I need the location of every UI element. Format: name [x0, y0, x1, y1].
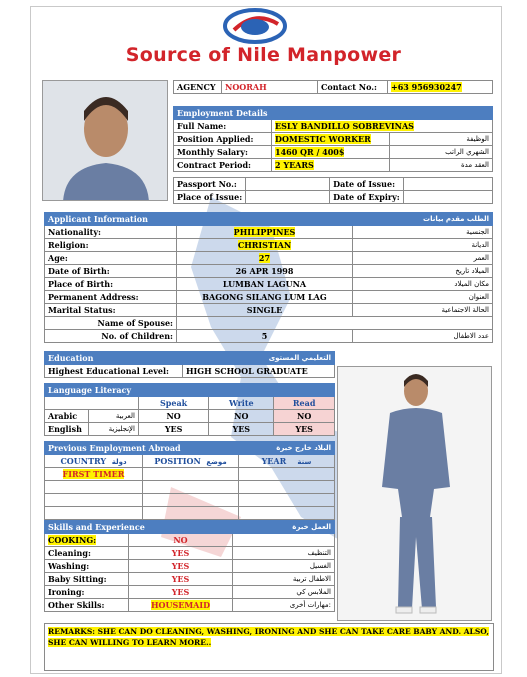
skill-row — [45, 586, 335, 599]
remarks-text: REMARKS: SHE CAN DO CLEANING, WASHING, IRONING AND SHE CAN TAKE CARE BABY AND. ALSO, SHE CAN WILLING TO LEARN MORE.. — [48, 627, 489, 647]
skill-arabic: الملابس كي — [233, 586, 335, 599]
skills-title-arabic: العمل خبرة — [233, 521, 335, 534]
passport-value — [246, 178, 330, 191]
applicant-field-label: Marital Status: — [45, 304, 177, 317]
language-row — [45, 423, 335, 436]
country-header: COUNTRY — [60, 456, 107, 466]
language-title: Language Literacy — [45, 384, 335, 397]
applicant-field-arabic: الحالة الاجتماعية — [353, 304, 493, 317]
language-name-arabic: الإنجليزية — [89, 423, 139, 436]
children-arabic: عدد الاطفال — [353, 330, 493, 343]
applicant-row — [45, 291, 493, 304]
language-speak: NO — [139, 410, 209, 423]
contract-arabic: العقد مدة — [390, 159, 493, 172]
expiry-value — [403, 191, 492, 204]
skill-row — [45, 560, 335, 573]
applicant-row — [45, 278, 493, 291]
applicant-field-arabic: مكان الميلاد — [353, 278, 493, 291]
education-title: Education — [45, 352, 183, 365]
language-name: Arabic — [45, 410, 89, 423]
applicant-field-arabic: العنوان — [353, 291, 493, 304]
issue-date-label: Date of Issue: — [330, 178, 404, 191]
salary-arabic: الشهري الراتب — [390, 146, 493, 159]
skill-arabic: الغسيل — [233, 560, 335, 573]
position-value: DOMESTIC WORKER — [275, 134, 371, 144]
applicant-field-value: 27 — [258, 253, 271, 263]
skill-value: YES — [171, 574, 190, 584]
applicant-field-label: Religion: — [45, 239, 177, 252]
position-label: Position Applied: — [174, 133, 272, 146]
contact-value: +63 956930247 — [391, 82, 462, 92]
language-read: NO — [274, 410, 335, 423]
agency-table — [173, 80, 493, 94]
applicant-field-label: Age: — [45, 252, 177, 265]
skill-row — [45, 547, 335, 560]
remarks-box — [44, 623, 494, 671]
applicant-info-table — [44, 212, 493, 343]
applicant-field-value: PHILIPPINES — [233, 227, 296, 237]
full-name-value: ESLY BANDILLO SOBREVINAS — [275, 121, 414, 131]
skill-row — [45, 534, 335, 547]
language-write: NO — [209, 410, 274, 423]
skill-label: Washing: — [48, 561, 90, 571]
language-speak: YES — [139, 423, 209, 436]
applicant-full-body-photo — [337, 366, 492, 621]
applicant-row — [45, 304, 493, 317]
passport-table — [173, 177, 493, 204]
applicant-portrait-photo — [42, 80, 168, 201]
skills-title: Skills and Experience — [45, 521, 233, 534]
applicant-field-label: Permanent Address: — [45, 291, 177, 304]
agency-label: AGENCY — [174, 81, 222, 94]
country-arabic: دولة — [111, 458, 127, 466]
first-timer: FIRST TIMER — [62, 469, 125, 479]
language-row — [45, 410, 335, 423]
expiry-label: Date of Expiry: — [330, 191, 404, 204]
contract-value: 2 YEARS — [275, 160, 314, 170]
applicant-field-label: Nationality: — [45, 226, 177, 239]
applicant-field-value: BAGONG SILANG LUM LAG — [202, 292, 327, 302]
year-header: YEAR — [261, 456, 287, 466]
skills-table — [44, 520, 335, 612]
contract-label: Contract Period: — [174, 159, 272, 172]
skill-row — [45, 573, 335, 586]
education-value: HIGH SCHOOL GRADUATE — [183, 365, 335, 378]
education-title-arabic: التعليمي المستوى — [183, 352, 335, 365]
applicant-field-value: 26 APR 1998 — [235, 266, 294, 276]
spouse-value — [177, 317, 493, 330]
language-name-arabic: العربية — [89, 410, 139, 423]
company-logo — [220, 8, 290, 44]
skill-arabic: التنظيف — [233, 547, 335, 560]
write-header: Write — [209, 397, 274, 410]
education-table — [44, 351, 335, 378]
skill-label: Other Skills: — [48, 600, 105, 610]
applicant-field-value: CHRISTIAN — [237, 240, 292, 250]
skill-arabic: الاطفال تربية — [233, 573, 335, 586]
skill-row — [45, 599, 335, 612]
education-label: Highest Educational Level: — [45, 365, 183, 378]
read-header: Read — [274, 397, 335, 410]
language-read: YES — [274, 423, 335, 436]
skill-arabic: مهارات أخرى: — [233, 599, 335, 612]
applicant-info-title: Applicant Information — [45, 213, 353, 226]
skill-arabic — [233, 534, 335, 547]
salary-value: 1460 QR / 400$ — [275, 147, 345, 157]
place-issue-label: Place of Issue: — [174, 191, 246, 204]
position-arabic: الوظيفة — [390, 133, 493, 146]
applicant-field-arabic: الميلاد تاريخ — [353, 265, 493, 278]
skill-value: YES — [171, 548, 190, 558]
salary-label: Monthly Salary: — [174, 146, 272, 159]
skill-value: HOUSEMAID — [150, 600, 211, 610]
contact-label: Contact No.: — [318, 81, 388, 94]
previous-employment-title: Previous Employment Abroad — [45, 442, 239, 455]
skill-label: Cleaning: — [48, 548, 91, 558]
applicant-row — [45, 252, 493, 265]
year-arabic: سنة — [297, 458, 312, 466]
spouse-label: Name of Spouse: — [45, 317, 177, 330]
applicant-field-label: Date of Birth: — [45, 265, 177, 278]
skill-value: NO — [173, 535, 188, 545]
language-name: English — [45, 423, 89, 436]
language-table — [44, 383, 335, 436]
position-header: POSITION — [154, 456, 201, 466]
passport-label: Passport No.: — [174, 178, 246, 191]
employment-details-table — [173, 106, 493, 172]
applicant-field-value: LUMBAN LAGUNA — [222, 279, 307, 289]
applicant-row — [45, 226, 493, 239]
applicant-field-arabic: العمر — [353, 252, 493, 265]
full-name-label: Full Name: — [174, 120, 272, 133]
applicant-field-value: SINGLE — [246, 305, 283, 315]
applicant-row — [45, 239, 493, 252]
applicant-field-arabic: الجنسية — [353, 226, 493, 239]
applicant-field-arabic: الديانة — [353, 239, 493, 252]
applicant-info-title-arabic: الطلب مقدم بيانات — [353, 213, 493, 226]
language-write: YES — [209, 423, 274, 436]
place-issue-value — [246, 191, 330, 204]
agency-value: NOORAH — [222, 81, 318, 94]
position-header-arabic: موضع — [206, 458, 227, 466]
skill-label: COOKING: — [48, 535, 97, 545]
previous-employment-table — [44, 441, 335, 520]
children-label: No. of Children: — [45, 330, 177, 343]
company-name: Source of Nile Manpower — [125, 44, 402, 66]
speak-header: Speak — [139, 397, 209, 410]
skill-label: Baby Sitting: — [48, 574, 107, 584]
previous-employment-title-arabic: البلاد خارج خبرة — [239, 442, 335, 455]
applicant-row — [45, 265, 493, 278]
skill-label: Ironing: — [48, 587, 85, 597]
employment-details-title: Employment Details — [174, 107, 493, 120]
skill-value: YES — [171, 561, 190, 571]
applicant-field-label: Place of Birth: — [45, 278, 177, 291]
skill-value: YES — [171, 587, 190, 597]
issue-date-value — [403, 178, 492, 191]
children-value: 5 — [177, 330, 353, 343]
